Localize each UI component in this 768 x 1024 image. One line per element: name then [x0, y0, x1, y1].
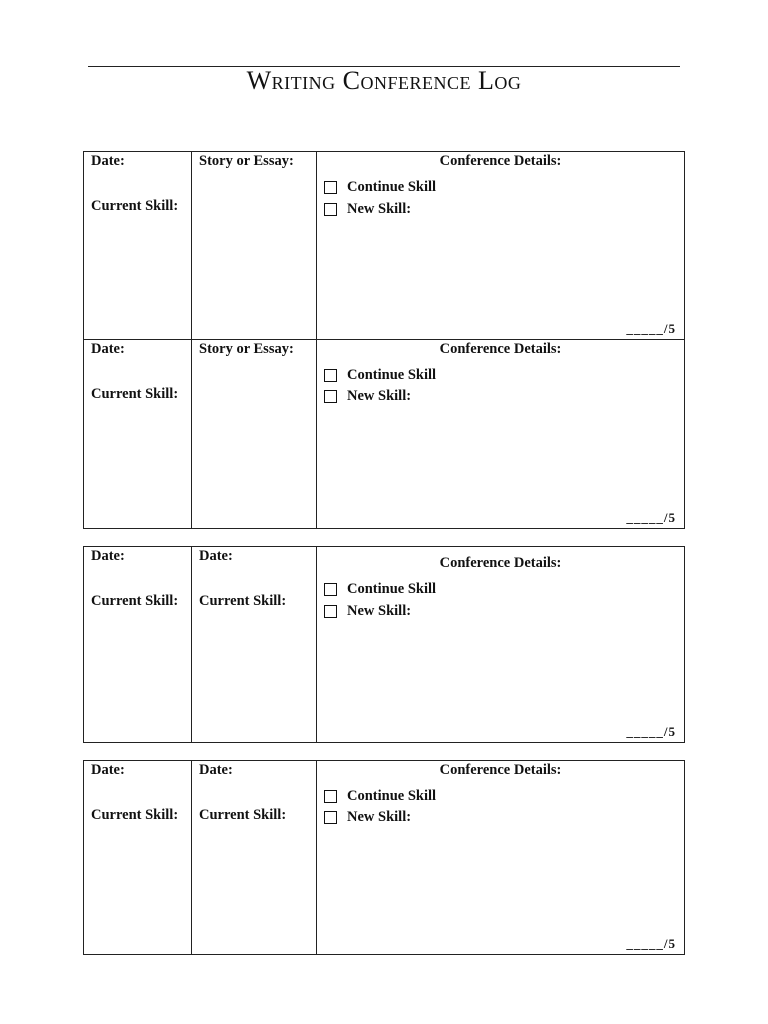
conference-details-label: Conference Details:: [439, 762, 562, 778]
score-field[interactable]: _____/5: [626, 936, 676, 951]
current-skill-label: Current Skill:: [91, 198, 179, 214]
date-cell[interactable]: [84, 547, 192, 743]
checkbox-icon[interactable]: [324, 369, 337, 382]
date-label: Date:: [91, 341, 125, 357]
story-essay-cell[interactable]: [192, 152, 317, 340]
new-skill-option[interactable]: [324, 809, 411, 826]
date-label: Date:: [91, 762, 125, 778]
option-label: Continue Skill: [347, 367, 437, 383]
date-cell[interactable]: [84, 152, 192, 340]
conference-table-1: [83, 151, 685, 529]
current-skill-label: Current Skill:: [199, 807, 287, 823]
conference-table-3: [83, 760, 685, 955]
continue-skill-option[interactable]: [324, 367, 436, 384]
checkbox-icon[interactable]: [324, 181, 337, 194]
continue-skill-option[interactable]: [324, 179, 436, 196]
date-label: Date:: [199, 548, 233, 564]
story-essay-cell[interactable]: [192, 340, 317, 529]
option-label: Continue Skill: [347, 788, 437, 804]
current-skill-label: Current Skill:: [91, 593, 179, 609]
page-title: Writing Conference Log: [246, 66, 522, 95]
date-cell[interactable]: [84, 761, 192, 955]
conference-details-cell[interactable]: [317, 761, 685, 955]
date-cell-2[interactable]: [192, 761, 317, 955]
current-skill-label: Current Skill:: [199, 593, 287, 609]
new-skill-option[interactable]: [324, 388, 411, 405]
new-skill-option[interactable]: [324, 603, 411, 620]
checkbox-icon[interactable]: [324, 583, 337, 596]
option-label: New Skill:: [347, 809, 412, 825]
current-skill-label: Current Skill:: [91, 807, 179, 823]
story-essay-label: Story or Essay:: [199, 341, 294, 357]
option-label: Continue Skill: [347, 179, 437, 195]
conference-details-label: Conference Details:: [439, 341, 562, 357]
conference-entry: [84, 761, 685, 955]
date-label: Date:: [199, 762, 233, 778]
option-label: New Skill:: [347, 388, 412, 404]
date-label: Date:: [91, 548, 125, 564]
conference-entry: [84, 340, 685, 529]
date-cell-2[interactable]: [192, 547, 317, 743]
option-label: Continue Skill: [347, 581, 437, 597]
score-field[interactable]: _____/5: [626, 510, 676, 525]
option-label: New Skill:: [347, 201, 412, 217]
option-label: New Skill:: [347, 603, 412, 619]
checkbox-icon[interactable]: [324, 811, 337, 824]
date-label: Date:: [91, 153, 125, 169]
conference-entry: [84, 547, 685, 743]
date-cell[interactable]: [84, 340, 192, 529]
score-field[interactable]: _____/5: [626, 724, 676, 739]
checkbox-icon[interactable]: [324, 203, 337, 216]
score-field[interactable]: _____/5: [626, 321, 676, 336]
continue-skill-option[interactable]: [324, 581, 436, 598]
new-skill-option[interactable]: [324, 201, 411, 218]
conference-details-cell[interactable]: [317, 152, 685, 340]
conference-details-cell[interactable]: [317, 340, 685, 529]
conference-details-cell[interactable]: [317, 547, 685, 743]
checkbox-icon[interactable]: [324, 790, 337, 803]
current-skill-label: Current Skill:: [91, 386, 179, 402]
story-essay-label: Story or Essay:: [199, 153, 294, 169]
continue-skill-option[interactable]: [324, 788, 436, 805]
checkbox-icon[interactable]: [324, 390, 337, 403]
conference-entry: [84, 152, 685, 340]
conference-details-label: Conference Details:: [439, 153, 562, 169]
conference-table-2: [83, 546, 685, 743]
conference-details-label: Conference Details:: [439, 555, 562, 571]
checkbox-icon[interactable]: [324, 605, 337, 618]
